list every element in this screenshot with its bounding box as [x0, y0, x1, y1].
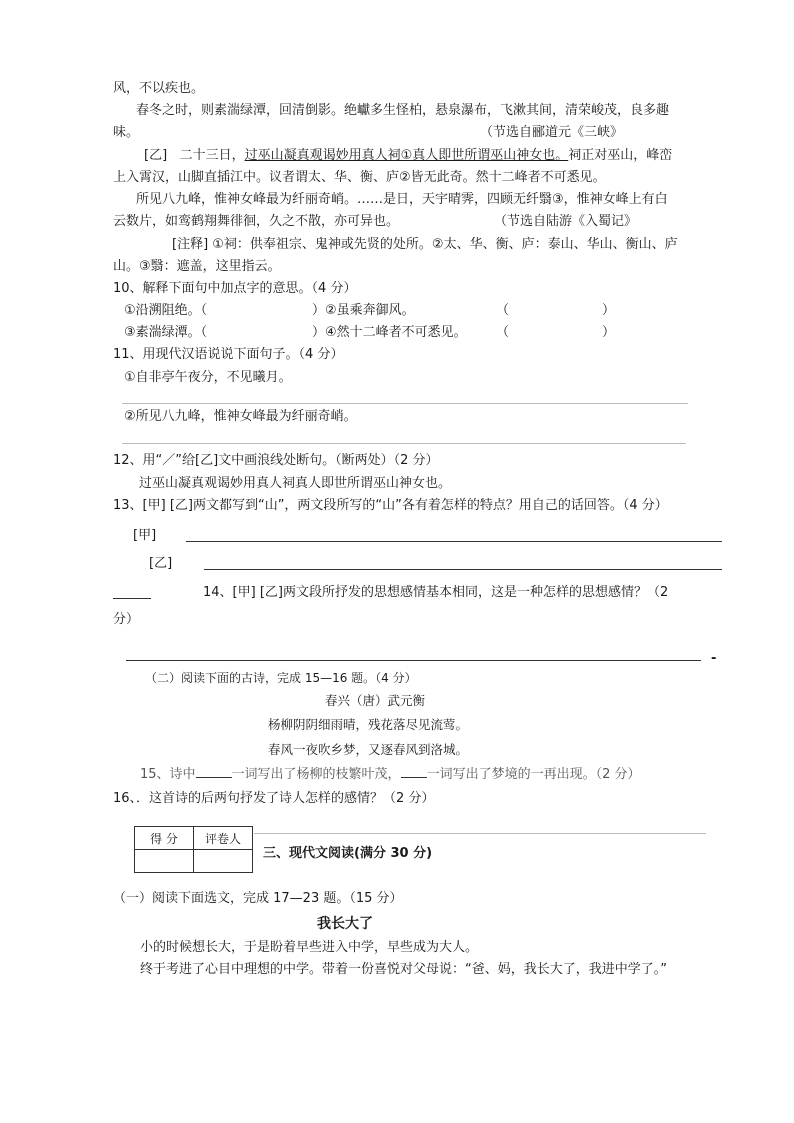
grader-label: 评卷人: [194, 827, 253, 850]
score-label: 得 分: [135, 827, 194, 850]
question-14-stem: 14、[甲] [乙]两文段所抒发的思想感情基本相同，这是一种怎样的思想感情？（2: [203, 585, 669, 600]
q10-blank-close: ）: [602, 325, 616, 340]
wavy-underlined-sentence: 过巫山凝真观谒妙用真人祠①真人即世所谓巫山神女也。: [244, 148, 569, 163]
passage-yi-line: [144, 147, 672, 165]
passage-jia-line: 春冬之时，则素湍绿潭，回清倒影。绝巘多生怪柏，悬泉瀑布，飞漱其间，清荣峻茂，良多趣: [136, 103, 670, 118]
q10-blank-open: （: [496, 325, 510, 340]
question-15: [140, 765, 640, 784]
question-13-stem: 13、[甲] [乙]两文都写到“山”，两文段所写的“山”各有着怎样的特点？用自己的话回答。（4 分）: [113, 498, 668, 513]
question-12-stem: 12、用“／”给[乙]文中画浪线处断句。（断两处）（2 分）: [113, 453, 439, 468]
poem-title: 春兴（唐）武元衡: [325, 693, 426, 708]
score-table: [134, 826, 253, 873]
question-10-stem: 10、解释下面句中加点字的意思。（4 分）: [113, 281, 357, 296]
passage-jia-source: （节选自郦道元《三峡》: [480, 125, 624, 140]
q10-item-3: ③素湍绿潭。（: [124, 325, 208, 340]
section-three-intro: （一）阅读下面选文，完成 17—23 题。（15 分）: [113, 891, 403, 906]
q10-blank-close: ）: [602, 303, 616, 318]
section-two-intro: （二）阅读下面的古诗，完成 15—16 题。（4 分）: [145, 671, 417, 685]
article-paragraph: 终于考进了心目中理想的中学。带着一份喜悦对父母说：“爸、妈，我长大了，我进中学了。”: [140, 962, 667, 977]
article-title: 我长大了: [317, 916, 373, 932]
margin-dash: -: [711, 651, 717, 666]
article-paragraph: 小的时候想长大，于是盼着早些进入中学，早些成为大人。: [140, 940, 479, 955]
q10-item-2: ）②虽乘奔御风。: [312, 303, 415, 318]
question-11-stem: 11、用现代汉语说说下面句子。（4 分）: [113, 347, 344, 362]
passage-yi-text: 祠正对巫山，峰峦: [568, 148, 673, 163]
q12-sentence: 过巫山凝真观谒妙用真人祠真人即世所谓巫山神女也。: [139, 476, 452, 491]
q15-blank: [196, 765, 232, 778]
q15-text: 15、诗中: [140, 767, 196, 782]
section-three-heading: 三、现代文阅读(满分 30 分): [263, 846, 433, 861]
q10-item-1: ①沿溯阻绝。（: [124, 303, 208, 318]
divider: [254, 833, 706, 834]
grader-cell[interactable]: [194, 850, 253, 873]
q15-text: 一词写出了梦境的一再出现。（2 分）: [426, 767, 641, 782]
passage-yi-source: （节选自陆游《入蜀记》: [494, 214, 638, 229]
q13-label-yi: [乙]: [149, 556, 173, 571]
q15-text: 一词写出了杨柳的枝繁叶茂，: [231, 767, 401, 782]
q11-sentence-2: ②所见八九峰，惟神女峰最为纤丽奇峭。: [124, 409, 357, 424]
question-14-stem-cont: 分）: [113, 612, 140, 627]
passage-jia-line: 味。: [113, 125, 140, 140]
q11-sentence-1: ①自非亭午夜分，不见曦月。: [124, 370, 292, 385]
q15-blank: [401, 765, 427, 778]
answer-line: [122, 443, 686, 444]
passage-yi-line: 云数片，如鸾鹤翔舞徘徊，久之不散，亦可异也。: [113, 214, 400, 229]
answer-line: [113, 598, 151, 599]
passage-yi-text: 二十三日，: [179, 148, 245, 163]
annotation-line: [注释] ①祠：供奉祖宗、鬼神或先贤的处所。②太、华、衡、庐：泰山、华山、衡山、庐: [172, 237, 678, 252]
passage-yi-label: [乙]: [144, 148, 168, 163]
question-16: 16、．这首诗的后两句抒发了诗人怎样的感情？（2 分）: [113, 791, 435, 806]
answer-line: [126, 660, 701, 661]
answer-line: [204, 569, 722, 570]
poem-line: 春风一夜吹乡梦，又逐春风到洛城。: [268, 742, 469, 757]
poem-line: 杨柳阴阴细雨晴，残花落尽见流莺。: [268, 717, 469, 732]
annotation-line: 山。③翳：遮盖，这里指云。: [113, 259, 281, 274]
passage-yi-line: 上入霄汉，山脚直插江中。议者谓太、华、衡、庐②皆无此奇。然十二峰者不可悉见。: [113, 170, 606, 185]
answer-line: [122, 403, 688, 404]
q10-item-4: ）④然十二峰者不可悉见。: [312, 325, 467, 340]
passage-yi-line: 所见八九峰，惟神女峰最为纤丽奇峭。……是日，天宇晴霁，四顾无纤翳③，惟神女峰上有白: [136, 192, 668, 207]
score-cell[interactable]: [135, 850, 194, 873]
q10-blank-open: （: [496, 303, 510, 318]
answer-line: [186, 541, 722, 542]
passage-jia-line: 风，不以疾也。: [113, 81, 205, 96]
q13-label-jia: [甲]: [133, 528, 157, 543]
